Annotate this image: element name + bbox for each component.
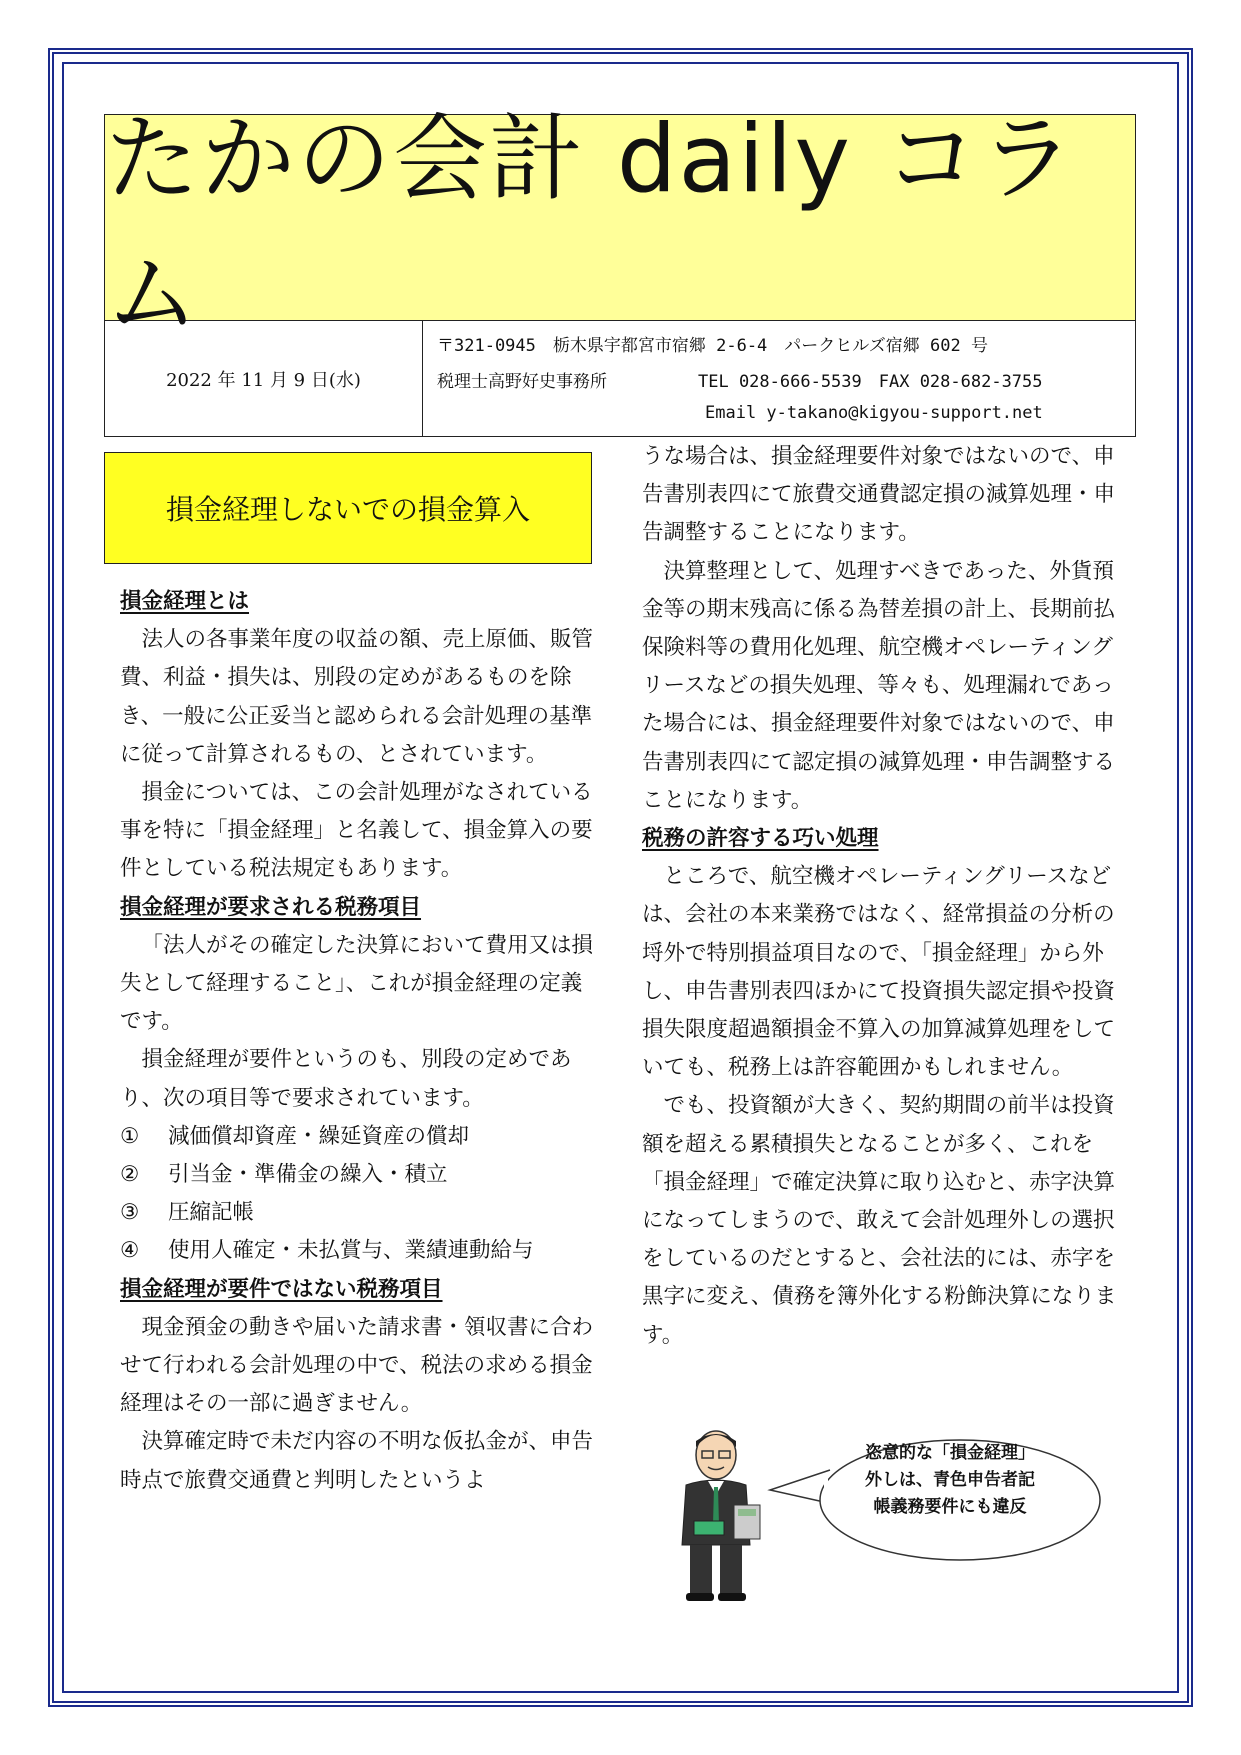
- left-column: [120, 583, 600, 1500]
- paragraph: 法人の各事業年度の収益の額、売上原価、販管費、利益・損失は、別段の定めがあるものを除き、一般に公正妥当と認められる会計処理の基準に従って計算されるもの、とされています。: [120, 627, 594, 767]
- list-item: ③ 圧縮記帳: [120, 1200, 255, 1226]
- paragraph: 現金預金の動きや届いた請求書・領収書に合わせて行われる会計処理の中で、税法の求める損金経理はその一部に過ぎません。: [120, 1314, 594, 1417]
- businessman-illustration: [664, 1425, 774, 1605]
- paragraph: 決算確定時で未だ内容の不明な仮払金が、申告時点で旅費交通費と判明したというよ: [120, 1429, 594, 1493]
- office-tel-fax: TEL 028-666-5539 FAX 028-682-3755: [698, 372, 1043, 392]
- section-heading: 損金経理が要件ではない税務項目: [120, 1276, 443, 1302]
- office-email: Email y-takano@kigyou-support.net: [705, 403, 1043, 423]
- paragraph: 損金については、この会計処理がなされている事を特に「損金経理」と名義して、損金算入の要件としている税法規定もあります。: [120, 780, 593, 882]
- list-item: ① 減価償却資産・繰延資産の償却: [120, 1123, 470, 1149]
- header: [104, 104, 1136, 437]
- paragraph: うな場合は、損金経理要件対象ではないので、申告書別表四にて旅費交通費認定損の減算処理・申告調整することになります。: [642, 444, 1116, 546]
- section-heading: 損金経理とは: [120, 589, 250, 614]
- paragraph: 「法人がその確定した決算において費用又は損失として経理すること」、これが損金経理の定義です。: [120, 932, 594, 1035]
- office-address: 〒321-0945 栃木県宇都宮市宿郷 2-6-4 パークヒルズ宿郷 602 号: [437, 336, 988, 356]
- issue-date: 2022 年 11 月 9 日(水): [105, 321, 423, 436]
- paragraph: 決算整理として、処理すべきであった、外貨預金等の期末残高に係る為替差損の計上、長期前払保険料等の費用化処理、航空機オペレーティングリースなどの損失処理、等々も、処理漏れであった場合には、損金経理要件対象ではないので、申告書別表四にて認定損の減算処理・申告調整することになります。: [642, 558, 1116, 813]
- paragraph: 損金経理が要件というのも、別段の定めであり、次の項目等で要求されています。: [120, 1047, 572, 1111]
- page-title: たかの会計 daily コラム: [105, 104, 1076, 349]
- office-name: 税理士高野好史事務所: [437, 372, 607, 392]
- section-heading: 税務の許容する巧い処理: [642, 826, 879, 852]
- article-headline: 損金経理しないでの損金算入: [104, 452, 592, 564]
- paragraph: でも、投資額が大きく、契約期間の前半は投資額を超える累積損失となることが多く、これを「損金経理」で確定決算に取り込むと、赤字決算になってしまうので、敢えて会計処理外しの選択をしているのだとすると、会社法的には、赤字を黒字に変え、債務を簿外化する粉飾決算になります。: [642, 1093, 1117, 1348]
- list-item: ② 引当金・準備金の繰入・積立: [120, 1162, 448, 1188]
- section-heading: 損金経理が要求される税務項目: [120, 894, 422, 920]
- paragraph: ところで、航空機オペレーティングリースなどは、会社の本来業務ではなく、経常損益の分析の埒外で特別損益項目なので、「損金経理」から外し、申告書別表四ほかにて投資損失認定損や投資損失限度超過額損金不算入の加算減算処理をしていても、税務上は許容範囲かもしれません。: [642, 864, 1116, 1081]
- office-info: [423, 321, 1135, 436]
- bubble-text: 恣意的な「損金経理」 外しは、青色申告者記 帳義務要件にも違反: [865, 1443, 1035, 1517]
- right-column: [642, 438, 1132, 1355]
- list-item: ④ 使用人確定・未払賞与、業績連動給与: [120, 1238, 534, 1264]
